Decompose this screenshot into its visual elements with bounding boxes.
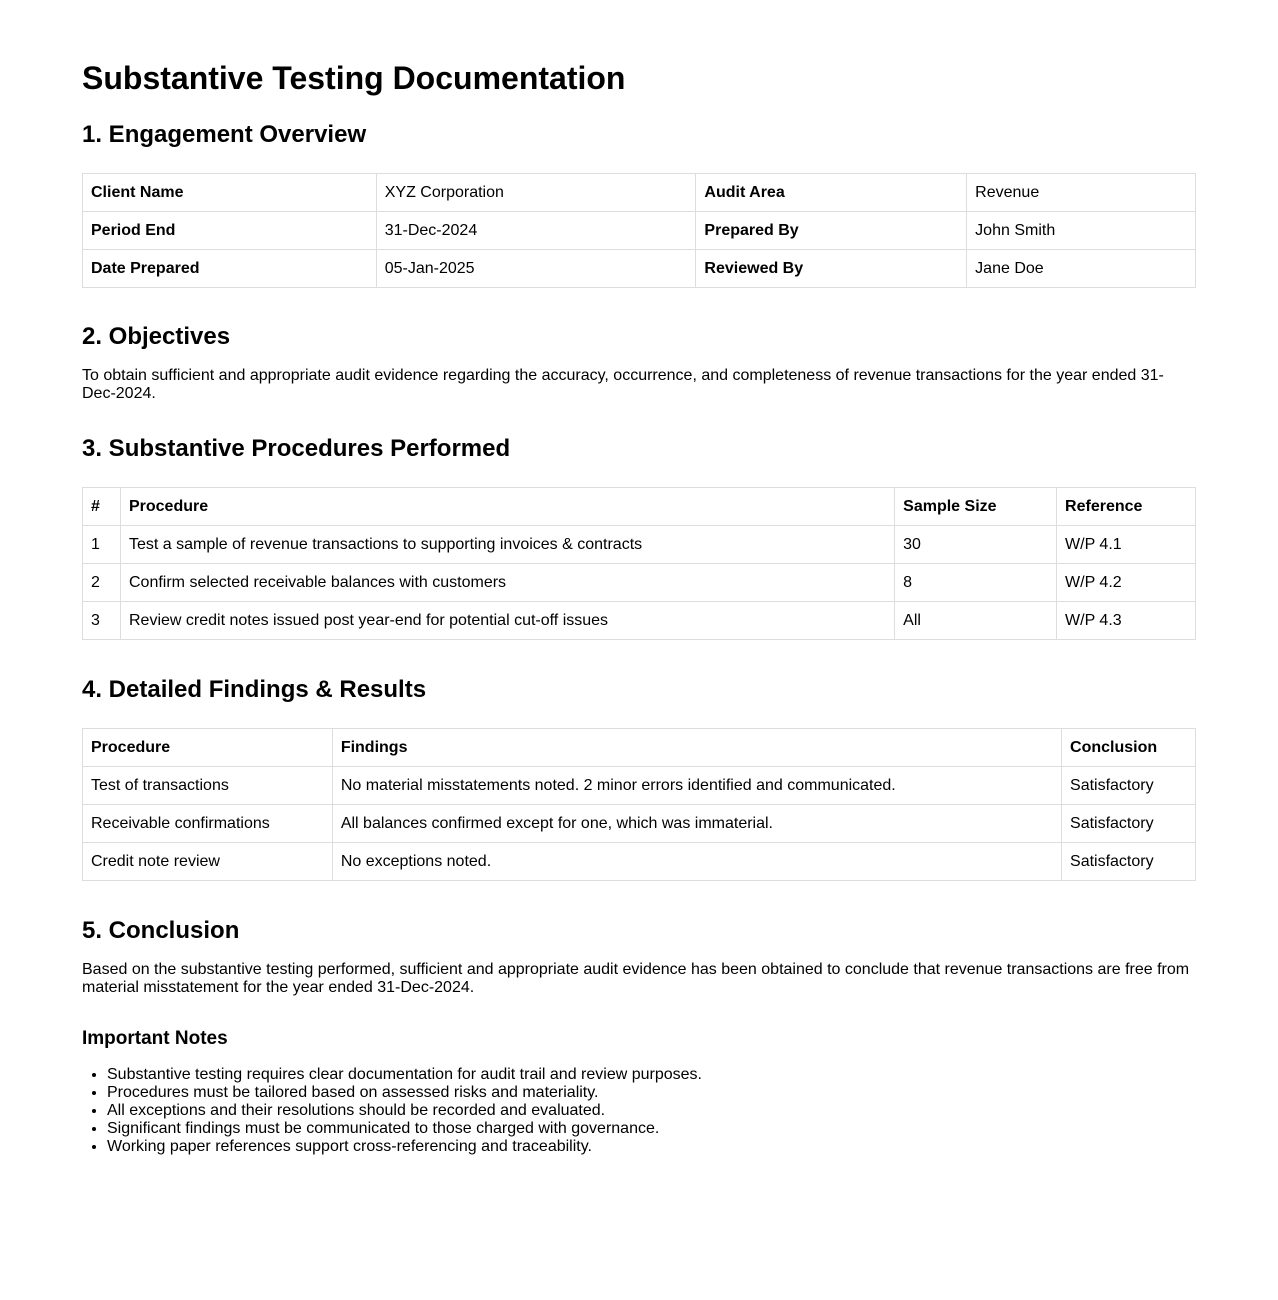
table-row bbox=[83, 805, 1196, 843]
table-cell: Test a sample of revenue transactions to supporting invoices & contracts bbox=[120, 526, 894, 564]
table-cell: 3 bbox=[83, 602, 121, 640]
list-item: • Procedures must be tailored based on assessed risks and materiality. bbox=[107, 1084, 1196, 1102]
table-cell: All balances confirmed except for one, which was immaterial. bbox=[332, 805, 1061, 843]
field-label: Reviewed By bbox=[696, 250, 967, 288]
field-value: Revenue bbox=[967, 174, 1196, 212]
table-cell: All bbox=[895, 602, 1057, 640]
table-row bbox=[83, 843, 1196, 881]
table-cell: W/P 4.3 bbox=[1057, 602, 1196, 640]
field-label: Client Name bbox=[83, 174, 377, 212]
table-row bbox=[83, 250, 1196, 288]
procedures-section bbox=[82, 434, 1196, 640]
table-cell: W/P 4.2 bbox=[1057, 564, 1196, 602]
table-header-row bbox=[83, 729, 1196, 767]
field-value: XYZ Corporation bbox=[376, 174, 696, 212]
findings-heading: 4. Detailed Findings & Results bbox=[82, 676, 427, 703]
table-row bbox=[83, 526, 1196, 564]
conclusion-text: Based on the substantive testing performed, sufficient and appropriate audit evidence has been obtained to conclude that revenue transactions are free from material misstatement for the year ended 31-Dec-2024. bbox=[82, 961, 1190, 996]
list-item: • Significant findings must be communicated to those charged with governance. bbox=[107, 1120, 1196, 1138]
table-cell: Receivable confirmations bbox=[83, 805, 333, 843]
important-notes-section bbox=[82, 1027, 1196, 1156]
table-cell: 2 bbox=[83, 564, 121, 602]
table-row bbox=[83, 564, 1196, 602]
table-row bbox=[83, 212, 1196, 250]
engagement-overview-section bbox=[82, 120, 1196, 288]
column-header: Sample Size bbox=[895, 488, 1057, 526]
procedures-heading: 3. Substantive Procedures Performed bbox=[82, 435, 511, 462]
table-row bbox=[83, 767, 1196, 805]
field-label: Period End bbox=[83, 212, 377, 250]
table-cell: Satisfactory bbox=[1062, 843, 1196, 881]
table-cell: Review credit notes issued post year-end for potential cut-off issues bbox=[120, 602, 894, 640]
column-header: Conclusion bbox=[1062, 729, 1196, 767]
list-item: • Substantive testing requires clear documentation for audit trail and review purposes. bbox=[107, 1066, 1196, 1084]
column-header: # bbox=[83, 488, 121, 526]
procedures-table bbox=[82, 487, 1196, 640]
table-cell: Test of transactions bbox=[83, 767, 333, 805]
table-cell: 8 bbox=[895, 564, 1057, 602]
field-label: Audit Area bbox=[696, 174, 967, 212]
conclusion-section bbox=[82, 916, 1196, 997]
field-value: 31-Dec-2024 bbox=[376, 212, 696, 250]
list-item: • All exceptions and their resolutions should be recorded and evaluated. bbox=[107, 1102, 1196, 1120]
table-cell: 1 bbox=[83, 526, 121, 564]
objectives-heading: 2. Objectives bbox=[82, 323, 231, 350]
table-cell: Credit note review bbox=[83, 843, 333, 881]
field-value: John Smith bbox=[967, 212, 1196, 250]
column-header: Procedure bbox=[120, 488, 894, 526]
findings-section bbox=[82, 675, 1196, 881]
table-cell: 30 bbox=[895, 526, 1057, 564]
column-header: Procedure bbox=[83, 729, 333, 767]
list-item: • Working paper references support cross-referencing and traceability. bbox=[107, 1138, 1196, 1156]
page-title: Substantive Testing Documentation bbox=[82, 60, 626, 96]
table-cell: Satisfactory bbox=[1062, 767, 1196, 805]
table-row bbox=[83, 174, 1196, 212]
field-label: Date Prepared bbox=[83, 250, 377, 288]
engagement-overview-table bbox=[82, 173, 1196, 288]
important-notes-list bbox=[82, 1066, 1196, 1156]
column-header: Reference bbox=[1057, 488, 1196, 526]
table-cell: Confirm selected receivable balances with customers bbox=[120, 564, 894, 602]
conclusion-heading: 5. Conclusion bbox=[82, 917, 240, 944]
findings-table bbox=[82, 728, 1196, 881]
table-cell: W/P 4.1 bbox=[1057, 526, 1196, 564]
field-value: Jane Doe bbox=[967, 250, 1196, 288]
important-notes-heading: Important Notes bbox=[82, 1028, 228, 1049]
objectives-text: To obtain sufficient and appropriate audit evidence regarding the accuracy, occurrence, and completeness of revenue transactions for the year ended 31-Dec-2024. bbox=[82, 367, 1164, 402]
table-row bbox=[83, 602, 1196, 640]
engagement-overview-heading: 1. Engagement Overview bbox=[82, 121, 367, 148]
table-cell: No exceptions noted. bbox=[332, 843, 1061, 881]
table-cell: No material misstatements noted. 2 minor errors identified and communicated. bbox=[332, 767, 1061, 805]
table-cell: Satisfactory bbox=[1062, 805, 1196, 843]
field-value: 05-Jan-2025 bbox=[376, 250, 696, 288]
objectives-section bbox=[82, 322, 1196, 403]
field-label: Prepared By bbox=[696, 212, 967, 250]
column-header: Findings bbox=[332, 729, 1061, 767]
table-header-row bbox=[83, 488, 1196, 526]
